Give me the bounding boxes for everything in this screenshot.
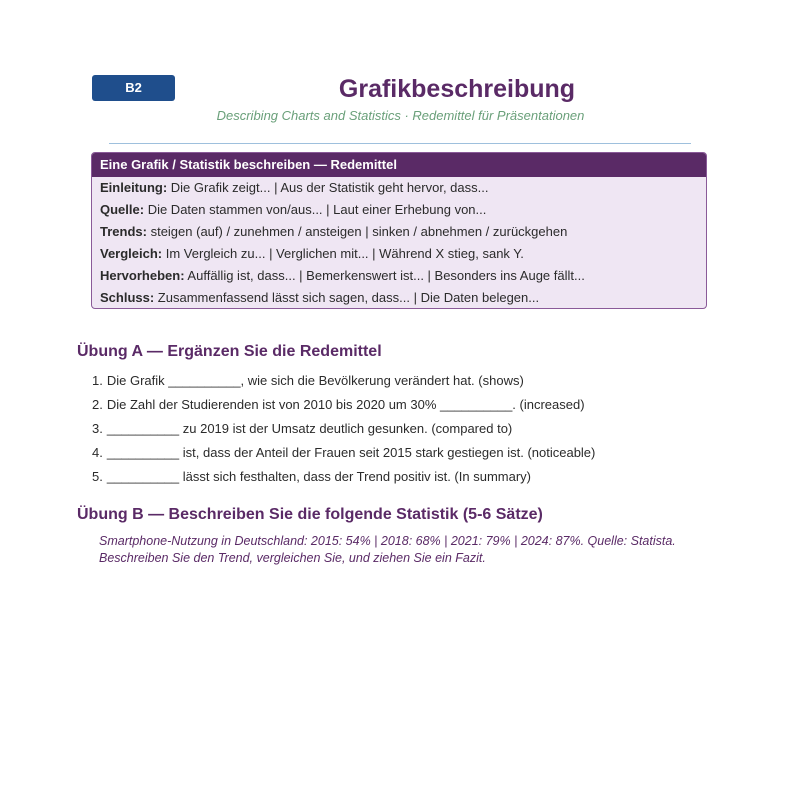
- phrase-row-highlight: [92, 265, 706, 287]
- phrase-label: Hervorheben:: [100, 268, 185, 283]
- phrase-row-intro: [92, 177, 706, 199]
- item-text: __________ ist, dass der Anteil der Frauen seit 2015 stark gestiegen ist. (noticeable): [106, 445, 596, 460]
- list-item: [92, 369, 595, 393]
- phrase-text: steigen (auf) / zunehmen / ansteigen | sinken / abnehmen / zurückgehen: [146, 224, 568, 239]
- list-item: [92, 441, 595, 465]
- exercise-a-list: [92, 369, 595, 489]
- phrase-box-heading: Eine Grafik / Statistik beschreiben — Redemittel: [92, 153, 706, 177]
- item-number: 3.: [92, 421, 103, 436]
- phrase-label: Vergleich:: [100, 246, 163, 261]
- item-number: 5.: [92, 469, 103, 484]
- task-line: Smartphone-Nutzung in Deutschland: 2015: 54% | 2018: 68% | 2021: 79% | 2024: 87%. Quelle: Statista.: [99, 534, 676, 548]
- phrase-text: Die Daten stammen von/aus... | Laut einer Erhebung von...: [144, 202, 487, 217]
- phrase-label: Einleitung:: [100, 180, 168, 195]
- item-text: Die Grafik __________, wie sich die Bevölkerung verändert hat. (shows): [106, 373, 524, 388]
- phrase-row-conclusion: [92, 287, 706, 309]
- exercise-a-heading: Übung A — Ergänzen Sie die Redemittel: [77, 343, 382, 360]
- phrase-label: Quelle:: [100, 202, 145, 217]
- header-divider: [109, 143, 691, 144]
- list-item: [92, 417, 595, 441]
- phrase-text: Die Grafik zeigt... | Aus der Statistik geht hervor, dass...: [167, 180, 489, 195]
- phrase-text: Im Vergleich zu... | Verglichen mit... | Während X stieg, sank Y.: [162, 246, 524, 261]
- page-subtitle: Describing Charts and Statistics · Redemittel für Präsentationen: [216, 108, 585, 123]
- list-item: [92, 393, 595, 417]
- item-text: Die Zahl der Studierenden ist von 2010 bis 2020 um 30% __________. (increased): [106, 397, 585, 412]
- phrase-row-source: [92, 199, 706, 221]
- exercise-b-heading: Übung B — Beschreiben Sie die folgende Statistik (5-6 Sätze): [77, 506, 543, 523]
- phrase-label: Trends:: [100, 224, 147, 239]
- page-title: Grafikbeschreibung: [338, 75, 576, 103]
- item-number: 1.: [92, 373, 103, 388]
- phrase-row-comparison: [92, 243, 706, 265]
- phrase-text: Auffällig ist, dass... | Bemerkenswert ist... | Besonders ins Auge fällt...: [184, 268, 585, 283]
- item-text: __________ lässt sich festhalten, dass der Trend positiv ist. (In summary): [106, 469, 531, 484]
- item-text: __________ zu 2019 ist der Umsatz deutlich gesunken. (compared to): [106, 421, 513, 436]
- list-item: [92, 465, 595, 489]
- level-badge: B2: [92, 75, 175, 101]
- item-number: 4.: [92, 445, 103, 460]
- phrase-label: Schluss:: [100, 290, 155, 305]
- task-line: Beschreiben Sie den Trend, vergleichen Sie, und ziehen Sie ein Fazit.: [99, 551, 486, 565]
- phrase-row-trends: [92, 221, 706, 243]
- item-number: 2.: [92, 397, 103, 412]
- phrase-text: Zusammenfassend lässt sich sagen, dass... | Die Daten belegen...: [154, 290, 540, 305]
- phrase-box: [91, 152, 707, 309]
- exercise-b-task: [99, 533, 719, 567]
